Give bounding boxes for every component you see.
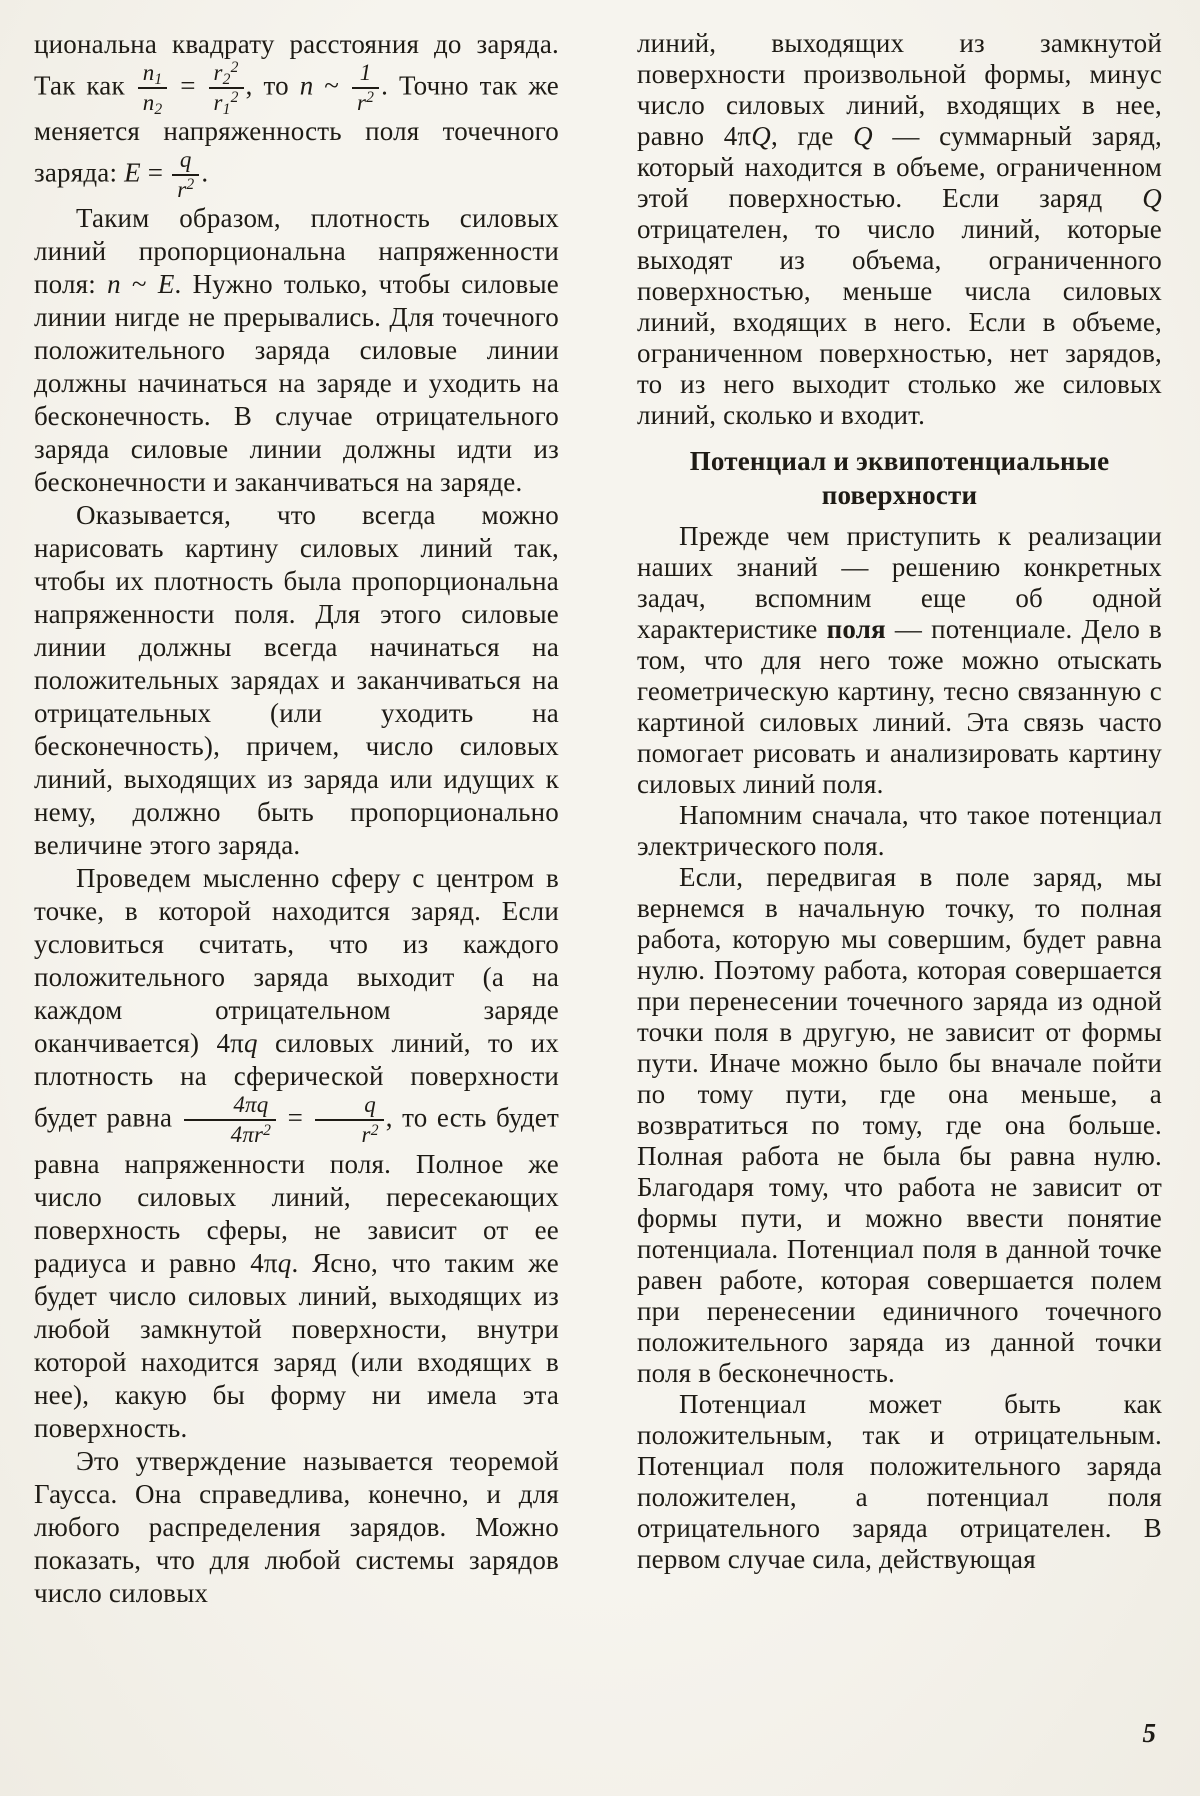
text-run: Потенциал может быть как положительным, так и отрицательным. Потенциал поля положительного заряда положителен, а потенциал поля отрицательного заряда отрицателен. В первом случае сила, действующая	[637, 1389, 1162, 1574]
text-run: ~	[120, 269, 158, 300]
page-number: 5	[1142, 1718, 1156, 1748]
math-variable: n	[107, 269, 121, 300]
text-run: отрицателен, то число линий, которые выходят из объема, ограниченного поверхностью, меньше числа силовых линий, входящих в него. Если в объеме, ограниченном поверхностью, нет зарядов, то из него выходит столько же силовых линий, сколько и входит.	[637, 214, 1162, 430]
math-variable: Q	[751, 121, 771, 151]
paragraph	[34, 862, 559, 1444]
text-run: , то есть будет равна напряженности поля. Полное же число силовых линий, пересекающих поверхность сферы, не зависит от ее радиуса и равно 4π	[34, 1102, 559, 1278]
paragraph	[34, 1445, 559, 1610]
text-run: Напомним сначала, что такое потенциал электрического поля.	[637, 800, 1162, 861]
paragraph	[637, 862, 1162, 1389]
text-run: — суммарный заряд, который находится в объеме, ограниченном этой поверхностью. Если заряд	[637, 121, 1162, 213]
text-run: — потенциале. Дело в том, что для него тоже можно отыскать геометрическую картину, тесно связанную с картиной силовых линий. Эта связь часто помогает рисовать и анализировать картину силовых линий поля.	[637, 614, 1162, 799]
text-run: . Ясно, что таким же будет число силовых линий, выходящих из любой замкнутой поверхности, внутри которой находится заряд (или входящих в нее), какую бы форму ни имела эта поверхность.	[34, 1247, 559, 1443]
text-run: , где	[770, 121, 854, 151]
paragraph	[637, 521, 1162, 800]
paragraph	[34, 499, 559, 862]
text-run: Оказывается, что всегда можно нарисовать картину силовых линий так, чтобы их плотность была пропорциональна напряженности поля. Для этого силовые линии должны всегда начинаться на положительных зарядах и заканчиваться на отрицательных (или уходить на бесконечность), причем, число силовых линий, выходящих из заряда или идущих к нему, должно быть пропорционально величине этого заряда.	[34, 500, 559, 861]
text-columns	[34, 28, 1163, 1610]
text-run: циональна квадрату расстояния до заряда. Так как	[34, 29, 559, 101]
inline-fraction: $\frac{1}{r^2}$	[350, 61, 381, 115]
inline-fraction: $\frac{r_2^2}{r_1^2}$	[207, 61, 246, 115]
text-run: Прежде чем приступить к реализации наших знаний — решению конкретных задач, вспомним еще об одной характеристике	[637, 521, 1162, 644]
text-run: Если, передвигая в поле заряд, мы вернемся в начальную точку, то полная работа, которую мы совершим, будет равна нулю. Поэтому работа, которая совершается при перенесении точечного заряда из одной точки поля в другую, не зависит от формы пути. Иначе можно было бы вначале пойти по тому пути, где она меньше, а возвратиться по тому, где она больше. Полная работа не была бы равна нулю. Благодаря тому, что работа не зависит от формы пути, и можно ввести понятие потенциала. Потенциал поля в данной точке равен работе, которая совершается полем при перенесении единичного точечного положительного заряда из данной точки поля в бесконечность.	[637, 862, 1162, 1388]
math-variable: Q	[853, 121, 873, 151]
math-variable: E	[124, 157, 141, 188]
text-run: ~	[313, 70, 350, 101]
text-run: линий, выходящих из замкнутой поверхности произвольной формы, минус число силовых линий, входящих в нее, равно 4π	[637, 28, 1162, 151]
text-run: , то	[245, 70, 300, 101]
inline-fraction: $\frac{n_1}{n_2}$	[136, 61, 170, 115]
text-run: =	[169, 70, 207, 101]
text-run: . Нужно только, чтобы силовые линии нигде не прерывались. Для точечного положительного заряда силовые линии должны начинаться на заряде и уходить на бесконечность. В случае отрицательного заряда силовые линии должны идти из бесконечности и заканчиваться на заряде.	[34, 269, 559, 498]
text-run: Это утверждение называется теоремой Гаусса. Она справедлива, конечно, и для любого распределения зарядов. Можно показать, что для любой системы зарядов число силовых	[34, 1445, 559, 1608]
math-variable: E	[157, 269, 175, 300]
emphasized-text: поля	[826, 614, 886, 644]
text-run: . Точно так же меняется напряженность поля точечного заряда:	[34, 70, 559, 188]
inline-fraction: $\frac{q}{r^2}$	[313, 1093, 386, 1147]
column-right	[637, 28, 1162, 1575]
inline-fraction: $\frac{q}{r^2}$	[170, 148, 201, 202]
text-run: силовых линий, то их плотность на сферической поверхности будет равна	[34, 1028, 559, 1133]
math-variable: n	[299, 70, 314, 101]
math-variable: Q	[1142, 183, 1162, 213]
inline-fraction: $\frac{4\pi q}{4\pi r^2}$	[182, 1093, 279, 1147]
paragraph	[34, 202, 559, 499]
paragraph	[637, 1389, 1162, 1575]
column-left	[34, 28, 559, 1610]
paragraph	[34, 28, 559, 202]
paragraph	[637, 800, 1162, 862]
math-variable: q	[243, 1028, 258, 1059]
text-run: =	[278, 1102, 313, 1133]
text-run: Проведем мысленно сферу с центром в точке, в которой находится заряд. Если условиться считать, что из каждого положительного заряда выходит (а на каждом отрицательном заряде оканчивается) 4π	[34, 863, 559, 1059]
text-run: =	[140, 157, 171, 188]
text-run: Таким образом, плотность силовых линий пропорциональна напряженности поля:	[34, 203, 559, 300]
section-heading: Потенциал и эквипотенциальные поверхности	[689, 446, 1110, 510]
text-run: .	[201, 157, 209, 188]
math-variable: q	[277, 1247, 292, 1278]
paragraph	[637, 28, 1162, 431]
